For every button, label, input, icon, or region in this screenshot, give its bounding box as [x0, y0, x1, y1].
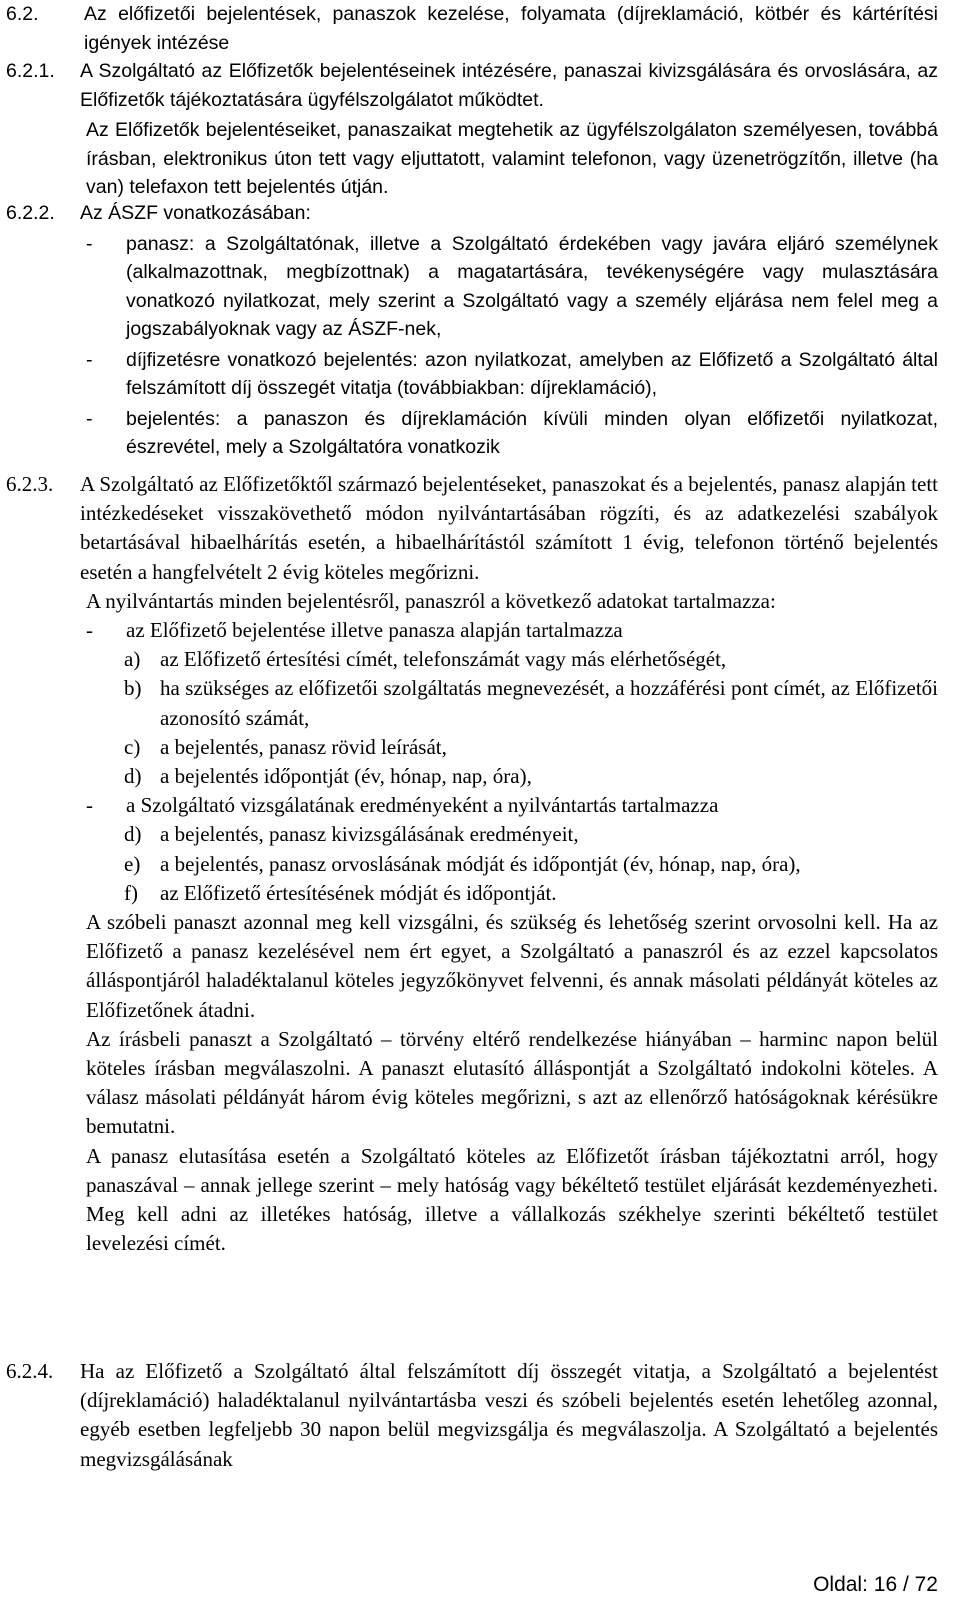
register-item	[6, 850, 938, 879]
item-letter: d)	[124, 764, 142, 789]
dash-marker: -	[86, 793, 93, 818]
item-letter: f)	[124, 880, 138, 905]
register-group	[6, 616, 938, 645]
dash-marker: -	[86, 407, 93, 430]
definition-text: bejelentés: a panaszon és díjreklamáción kívüli minden olyan előfizetői nyilatkozat, észrevétel, mely a Szolgáltatóra vonatkozik	[126, 407, 938, 458]
register-group-label: az Előfizető bejelentése illetve panasza alapján tartalmazza	[126, 618, 623, 643]
item-text: a bejelentés, panasz kivizsgálásának eredményeit,	[160, 822, 579, 847]
paragraph-oral-complaint: A szóbeli panaszt azonnal meg kell vizsgálni, és szükség és lehetőség szerint orvosolni kell. Ha az Előfizető a panasz kezelésével nem ért egyet, a Szolgáltató a panaszról és az ezzel kapcsolatos álláspontjáról haladéktalanul köteles jegyzőkönyvet felvenni, és annak másolati példányát köteles az Előfizetőnek átadni.	[86, 910, 938, 1022]
section-number: 6.2.4.	[6, 1359, 54, 1383]
definition-item	[6, 405, 938, 462]
register-group	[6, 791, 938, 820]
section-text: Az ÁSZF vonatkozásában:	[80, 202, 311, 224]
section-6-2-3	[6, 470, 938, 1258]
item-text: a bejelentés időpontját (év, hónap, nap, óra),	[160, 764, 532, 789]
definition-item	[6, 346, 938, 403]
section-text: A Szolgáltató az Előfizetőktől származó bejelentéseket, panaszokat és a bejelentés, panasz alapján tett intézkedéseket visszakövethető módon nyilvántartásában rögzíti, és az adatkezelési szabályok betartásával hibaelhárítás esetén, a hibaelhárítástól számított 1 évig, telefonon történő bejelentés esetén a hangfelvételt 2 évig köteles megőrizni.	[80, 472, 938, 584]
section-number: 6.2.2.	[6, 202, 55, 224]
register-item	[6, 762, 938, 791]
item-text: az Előfizető értesítésének módját és időpontját.	[160, 880, 557, 905]
register-item	[6, 820, 938, 849]
paragraph-written-complaint: Az írásbeli panaszt a Szolgáltató – törvény eltérő rendelkezése hiányában – harminc napon belül köteles írásban megválaszolni. A panaszt elutasító álláspontját a Szolgáltató indokolni köteles. A válasz másolati példányát három évig köteles megőrizni, s azt az ellenőrző hatóságoknak kérésükre bemutatni.	[86, 1026, 938, 1139]
definition-item	[6, 230, 938, 344]
dash-marker: -	[86, 348, 93, 371]
register-item	[6, 645, 938, 674]
register-intro: A nyilvántartás minden bejelentésről, panaszról a következő adatokat tartalmazza:	[86, 588, 776, 613]
dash-marker: -	[86, 232, 93, 255]
item-text: a bejelentés, panasz orvoslásának módját és időpontját (év, hónap, nap, óra),	[160, 851, 801, 876]
section-title: Az előfizetői bejelentések, panaszok kezelése, folyamata (díjreklamáció, kötbér és kártérítési igények intézése	[84, 3, 938, 54]
dash-marker: -	[86, 618, 93, 643]
item-letter: e)	[124, 851, 141, 876]
section-text: Ha az Előfizető a Szolgáltató által felszámított díj összegét vitatja, a Szolgáltató a bejelentést (díjreklamáció) haladéktalanul nyilvántartásba veszi és szóbeli bejelentés esetén lehetőleg azonnal, egyéb esetben legfeljebb 30 napon belül megvizsgálja és megválaszolja. A Szolgáltató a bejelentés megvizsgálásának	[80, 1359, 938, 1471]
section-6-2-4	[6, 1357, 938, 1474]
item-text: a bejelentés, panasz rövid leírását,	[160, 734, 447, 759]
section-number: 6.2.1.	[6, 60, 55, 82]
item-letter: b)	[124, 676, 142, 701]
section-6-2-2	[6, 199, 938, 462]
item-letter: d)	[124, 822, 142, 847]
item-letter: a)	[124, 647, 141, 672]
definition-text: díjfizetésre vonatkozó bejelentés: azon nyilatkozat, amelyben az Előfizető a Szolgáltató által felszámított díj összegét vitatja (továbbiakban: díjreklamáció),	[126, 348, 938, 399]
section-text: A Szolgáltató az Előfizetők bejelentéseinek intézésére, panaszai kivizsgálására és orvoslására, az Előfizetők tájékoztatására ügyfélszolgálatot működtet.	[80, 60, 938, 111]
paragraph-rejection: A panasz elutasítása esetén a Szolgáltató köteles az Előfizetőt írásban tájékoztatni arról, hogy panaszával – annak jellege szerint – mely hatóság vagy békéltető testület eljárását kezdeményezheti. Meg kell adni az illetékes hatóság, illetve a vállalkozás székhelye szerinti békéltető testület levelezési címét.	[86, 1143, 938, 1256]
register-item	[6, 879, 938, 908]
register-item	[6, 733, 938, 762]
definition-text: panasz: a Szolgáltatónak, illetve a Szolgáltató érdekében vagy javára eljáró személynek (alkalmazottnak, megbízottnak) a magatartására, tevékenységére vagy mulasztására vonatkozó nyilatkozat, mely szerint a Szolgáltató vagy a személy eljárása nem felel meg a jogszabályoknak vagy az ÁSZF-nek,	[126, 232, 938, 340]
section-6-2-heading	[6, 0, 938, 57]
item-text: az Előfizető értesítési címét, telefonszámát vagy más elérhetőségét,	[160, 647, 727, 672]
paragraph: Az Előfizetők bejelentéseiket, panaszaikat megtehetik az ügyfélszolgálaton személyesen, továbbá írásban, elektronikus úton tett vagy eljuttatott, valamint telefonon, vagy üzenetrögzítőn, illetve (ha van) telefaxon tett bejelentés útján.	[86, 119, 938, 198]
page-number: Oldal: 16 / 72	[813, 1573, 938, 1596]
item-letter: c)	[124, 734, 141, 759]
register-item	[6, 674, 938, 732]
item-text: ha szükséges az előfizetői szolgáltatás megnevezését, a hozzáférési pont címét, az Előfizetői azonosító számát,	[160, 676, 938, 730]
section-number: 6.2.3.	[6, 472, 54, 496]
section-6-2-1	[6, 57, 938, 202]
register-group-label: a Szolgáltató vizsgálatának eredményeként a nyilvántartás tartalmazza	[126, 793, 719, 818]
section-number: 6.2.	[6, 3, 39, 25]
